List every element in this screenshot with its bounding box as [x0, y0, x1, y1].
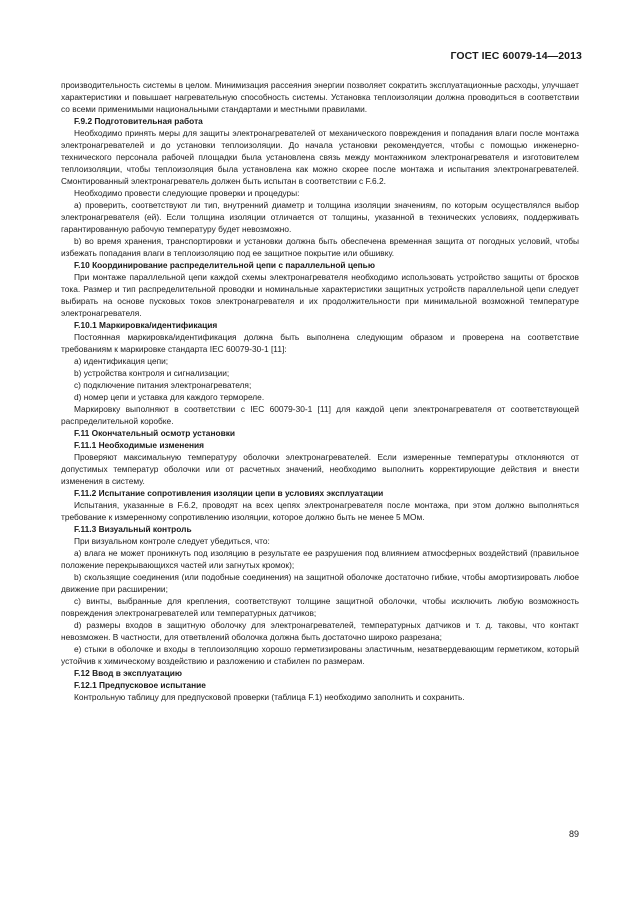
- list-item: а) влага не может проникнуть под изоляцию в результате ее разрушения под влиянием атмосферных воздействий (правильное положение перекрывающихся частей или загнутых кромок);: [61, 548, 579, 570]
- body-text: [61, 79, 579, 703]
- paragraph: Маркировку выполняют в соответствии с IEC 60079-30-1 [11] для каждой цепи электронагревателя от соответствующей распределительной коробке.: [61, 404, 579, 426]
- paragraph: Проверяют максимальную температуру оболочки электронагревателей. Если измеренные температуры отклоняются от допустимых температур оболочки или от расчетных значений, необходимо выполнить корректирующие действия и внести изменения в систему.: [61, 452, 579, 486]
- paragraph: При визуальном контроле следует убедиться, что:: [74, 536, 270, 546]
- paragraph: Постоянная маркировка/идентификация должна быть выполнена следующим образом и проверена на соответствие требованиям к маркировке стандарта IEC 60079-30-1 [11]:: [61, 332, 579, 354]
- paragraph: Необходимо принять меры для защиты электронагревателей от механического повреждения и попадания влаги после монтажа электронагревателей и до установки теплоизоляции. До начала установки рекомендуется, чтобы с помощью инженерно-технического персонала рабочей площадки была установлена связь между монтажником электронагревателя и изготовителем теплоизоляции, чтобы теплоизоляция была установлена как можно скорее после монтажа и испытания электронагревателей. Смонтированный электронагреватель должен быть испытан в соответствии с F.6.2.: [61, 128, 579, 186]
- list-item: а) идентификация цепи;: [74, 356, 169, 366]
- section-heading: F.11.2 Испытание сопротивления изоляции цепи в условиях эксплуатации: [74, 488, 384, 498]
- page-number: 89: [568, 829, 579, 839]
- paragraph: производительность системы в целом. Минимизация рассеяния энергии позволяет сократить эксплуатационные расходы, улучшает характеристики и повышает нагревательную способность системы. Установка теплоизоляции должна проводиться в соответствии со всеми применимыми национальными стандартами и местными правилами.: [61, 80, 579, 114]
- section-heading: F.9.2 Подготовительная работа: [74, 116, 203, 126]
- paragraph: Необходимо провести следующие проверки и процедуры:: [74, 188, 300, 198]
- section-heading: F.10.1 Маркировка/идентификация: [74, 320, 218, 330]
- section-heading: F.10 Координирование распределительной цепи с параллельной цепью: [74, 260, 375, 270]
- list-item: d) номер цепи и уставка для каждого термореле.: [74, 392, 265, 402]
- list-item: с) винты, выбранные для крепления, соответствуют толщине защитной оболочки, чтобы исключить любую возможность повреждения электронагревателей или температурных датчиков;: [61, 596, 579, 618]
- section-heading: F.11.1 Необходимые изменения: [74, 440, 204, 450]
- section-heading: F.12.1 Предпусковое испытание: [74, 680, 206, 690]
- standard-code-header: ГОСТ IEC 60079-14—2013: [450, 50, 582, 62]
- paragraph: Контрольную таблицу для предпусковой проверки (таблица F.1) необходимо заполнить и сохранить.: [74, 692, 465, 702]
- list-item: е) стыки в оболочке и входы в теплоизоляцию хорошо герметизированы эластичным, незатвердевающим герметиком, который устойчив к химическому воздействию и разложению и стабилен по размерам.: [61, 644, 579, 666]
- paragraph: Испытания, указанные в F.6.2, проводят на всех цепях электронагревателя после монтажа, при этом должно выполняться требование к измеренному сопротивлению изоляции, которое должно быть не менее 5 МОм.: [61, 500, 579, 522]
- list-item: а) проверить, соответствуют ли тип, внутренний диаметр и толщина изоляции значениям, по которым осуществлялся выбор электронагревателя (ей). Если толщина изоляции отличается от толщины, указанной в технических условиях, поддерживать гарантированную рабочую температуру будет невозможно.: [61, 200, 579, 234]
- section-heading: F.11.3 Визуальный контроль: [74, 524, 192, 534]
- list-item: b) устройства контроля и сигнализации;: [74, 368, 230, 378]
- section-heading: F.11 Окончательный осмотр установки: [74, 428, 236, 438]
- list-item: с) подключение питания электронагревателя;: [74, 380, 252, 390]
- list-item: b) во время хранения, транспортировки и установки должна быть обеспечена временная защита от погодных условий, чтобы избежать попадания влаги в теплоизоляцию под ее защитное покрытие или обшивку.: [61, 236, 579, 258]
- section-heading: F.12 Ввод в эксплуатацию: [74, 668, 183, 678]
- list-item: d) размеры входов в защитную оболочку для электронагревателей, температурных датчиков и т. д. таковы, что контакт невозможен. В частности, для ответвлений оболочка должна быть достаточно широко разрезана;: [61, 620, 579, 642]
- paragraph: При монтаже параллельной цепи каждой схемы электронагревателя необходимо использовать устройство защиты от бросков тока. Размер и тип распределительной проводки и номинальные характеристики защитных устройств параллельной цепи следует выбирать на основе пусковых токов электронагревателя и их продолжительности при минимальной возможной температуре электронагревателя.: [61, 272, 579, 318]
- list-item: b) скользящие соединения (или подобные соединения) на защитной оболочке достаточно гибкие, чтобы амортизировать любое движение при расширении;: [61, 572, 579, 594]
